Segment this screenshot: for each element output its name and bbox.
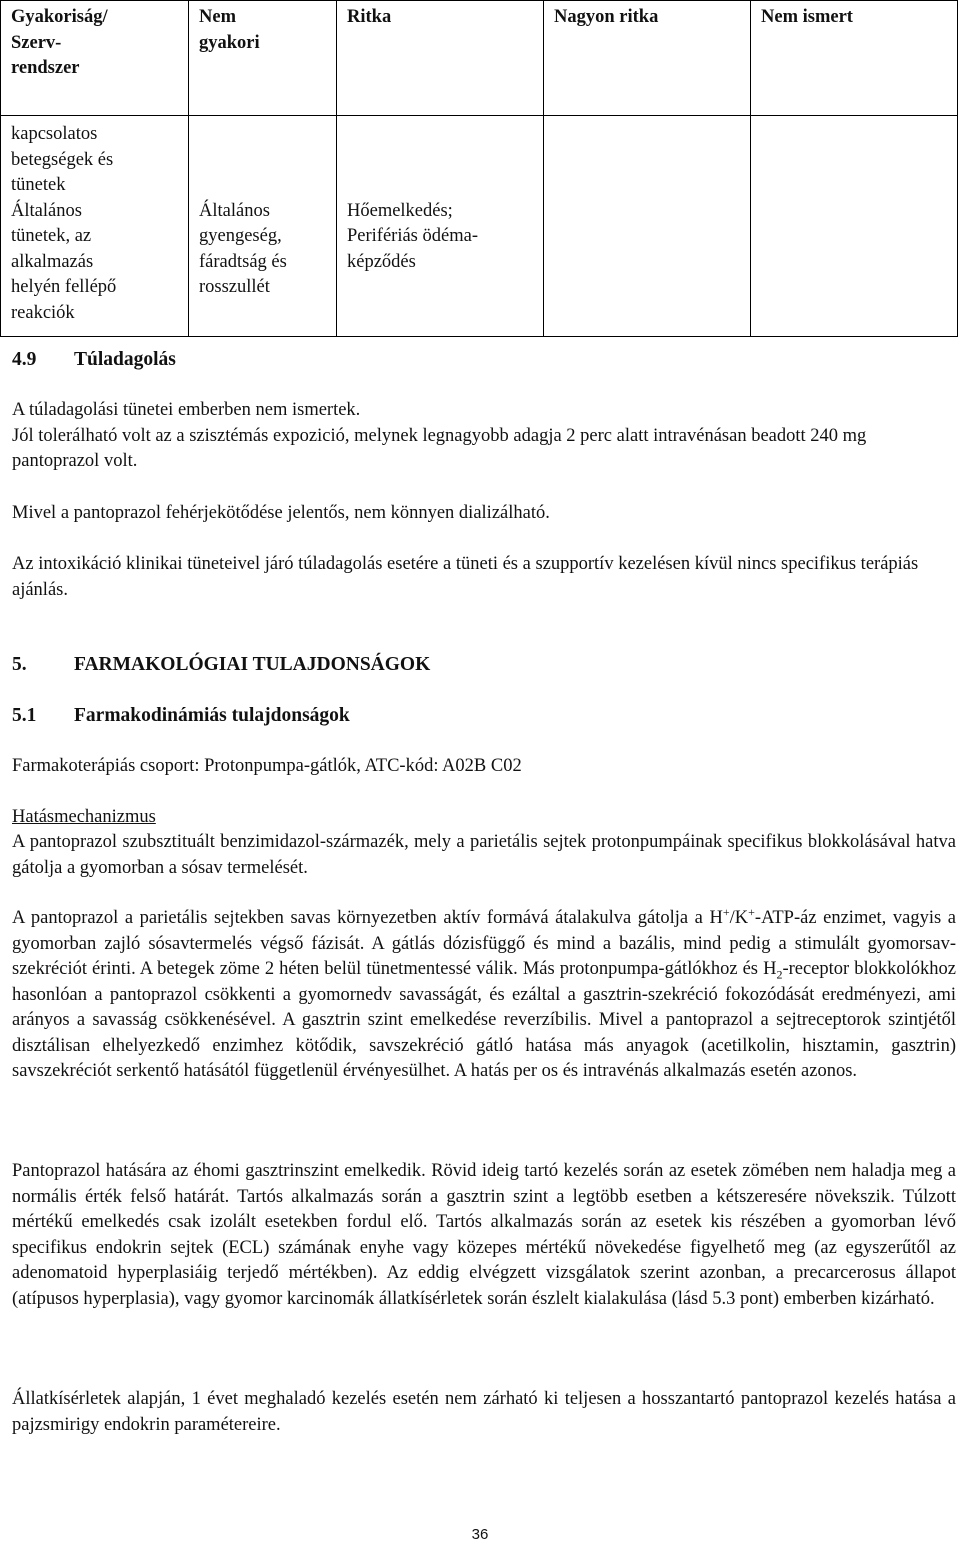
overdose-paragraph-3: Az intoxikáció klinikai tüneteivel járó túladagolás esetére a tüneti és a szupportív kezelésen kívül nincs specifikus terápiás ajánlás. (12, 554, 919, 600)
cell-organ-system: kapcsolatos betegségek és tünetek Általános tünetek, az alkalmazás helyén fellépő reakciók (1, 116, 189, 337)
table-header-row (1, 1, 958, 116)
cell-very-rare (544, 116, 751, 337)
adverse-reactions-table (0, 0, 958, 337)
cell-not-known (751, 116, 958, 337)
animal-studies-paragraph: Állatkísérletek alapján, 1 évet meghaladó kezelés esetén nem zárható ki teljesen a hosszantartó pantoprazol kezelés hatása a pajzsmirigy endokrin paramétereire. (12, 1389, 956, 1435)
gastrin-paragraph: Pantoprazol hatására az éhomi gasztrinszint emelkedik. Rövid ideig tartó kezelés során az esetek zömében nem haladja meg a normális érték felső határát. Tartós alkalmazás során a gasztrin szint a legtöbb esetben a kétszeresére növekszik. Túlzott mértékű emelkedés csak izolált esetekben fordul elő. Tartós alkalmazás során az esetek kis részében a gyomorban lévő specifikus endokrin sejtek (ECL) számának enyhe vagy közepes mértékű növekedése figyelhető meg (az egyszerűtől az adenomatoid hyperplasiáig terjedő mértékben). Az eddig elvégzett vizsgálatok szerint azonban, a precarcerosus állapot (atípusos hyperplasia), vagy gyomor karcinomák állatkísérletek során észlelt kialakulása (lásd 5.3 pont) emberben kizárható. (12, 1161, 956, 1309)
atc-code-line: Farmakoterápiás csoport: Protonpumpa-gátlók, ATC-kód: A02B C02 (12, 756, 522, 776)
cell-uncommon: Általános gyengeség, fáradtság és rosszullét (189, 116, 337, 337)
mechanism-paragraph: A pantoprazol szubsztituált benzimidazol-származék, mely a parietális sejtek protonpumpáinak specifikus blokkolásával hatva gátolja a gyomorban a sósav termelését. (12, 832, 956, 878)
header-very-rare: Nagyon ritka (544, 1, 751, 116)
section-5-1-heading: 5.1 Farmakodinámiás tulajdonságok (12, 705, 350, 726)
section-5-heading: 5. FARMAKOLÓGIAI TULAJDONSÁGOK (12, 654, 431, 675)
header-not-known: Nem ismert (751, 1, 958, 116)
overdose-paragraph-2: Mivel a pantoprazol fehérjekötődése jelentős, nem könnyen dializálható. (12, 503, 550, 523)
page-number: 36 (471, 1526, 489, 1543)
activation-paragraph: A pantoprazol a parietális sejtekben savas környezetben aktív formává átalakulva gátolja a H+/K+-ATP-áz enzimet, vagyis a gyomorban zajló sósavtermelés végső fázisát. A gátlás dózisfüggő és mind a bazális, mind pedig a stimulált gyomorsav-szekréciót érinti. A betegek zöme 2 héten belül tünetmentessé válik. Más protonpumpa-gátlókhoz és $H_2$-receptor blokkolókhoz hasonlóan a pantoprazol csökkenti a gyomornedv savasságát, és ezáltal a gasztrin-szekréció fokozódását eredményezi, ami arányos a savasság csökkenésével. A gasztrin szint emelkedése reverzíbilis. Mivel a pantoprazol a sejtreceptorok szintjétől disztálisan elhelyezkedő enzimhez kötődik, savszekréció gátló hatása más anyagok (acetilkolin, hisztamin, gasztrin) savszekréciót serkentő hatásától függetlenül érvényesülhet. A hatás per os és intravénás alkalmazás esetén azonos. (12, 904, 956, 1081)
table-row (1, 116, 958, 337)
overdose-paragraph-1: A túladagolási tünetei emberben nem ismertek. Jól tolerálható volt az a szisztémás expozició, melynek legnagyobb adagja 2 perc alatt intravénásan beadott 240 mg pantoprazol volt. (12, 400, 867, 471)
section-4-9-heading: 4.9 Túladagolás (12, 349, 176, 370)
mechanism-heading: Hatásmechanizmus (12, 807, 156, 827)
header-frequency-organ: Gyakoriság/ Szerv- rendszer (1, 1, 189, 116)
cell-rare: Hőemelkedés; Perifériás ödéma- képződés (337, 116, 544, 337)
header-uncommon: Nem gyakori (189, 1, 337, 116)
header-rare: Ritka (337, 1, 544, 116)
